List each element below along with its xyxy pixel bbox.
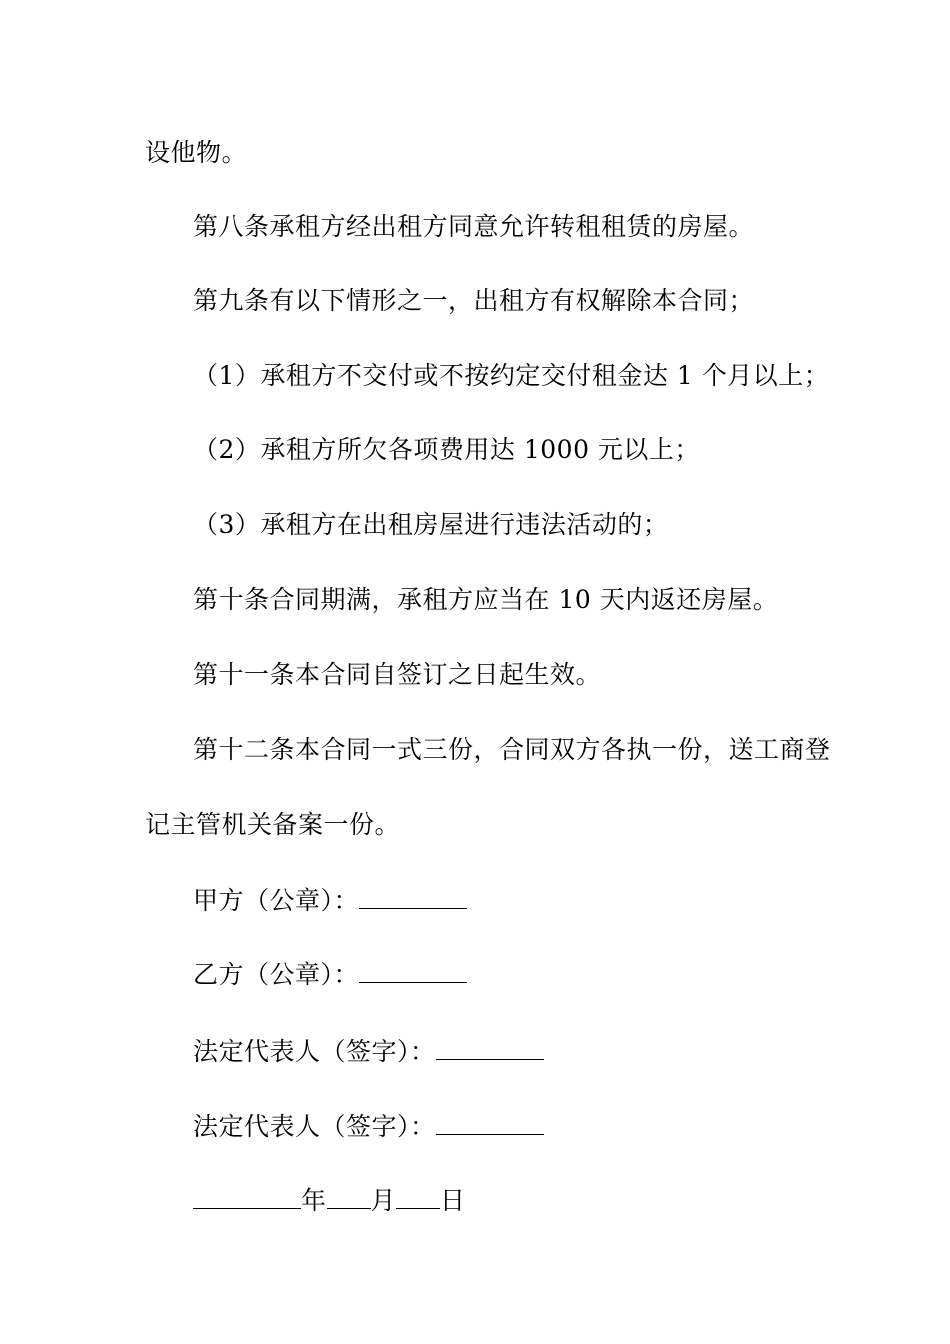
text-line: 设他物。: [145, 138, 248, 167]
clause-10: 第十条合同期满，承租方应当在 10 天内返还房屋。: [193, 585, 779, 614]
date-line: [193, 1184, 466, 1217]
party-a-signature: [193, 884, 467, 917]
month-label: 月: [370, 1186, 397, 1215]
rep-b-signature: [193, 1110, 544, 1143]
clause-9-item-3: （3）承租方在出租房屋进行违法活动的；: [193, 510, 669, 539]
day-blank[interactable]: [396, 1184, 440, 1209]
clause-8: 第八条承租方经出租方同意允许转租租赁的房屋。: [193, 212, 755, 241]
party-a-seal-blank[interactable]: [359, 884, 467, 909]
party-b-seal-blank[interactable]: [359, 958, 467, 983]
rep-b-sign-blank[interactable]: [436, 1110, 544, 1135]
year-label: 年: [301, 1186, 327, 1215]
clause-12: 第十二条本合同一式三份，合同双方各执一份，送工商登: [193, 735, 831, 764]
month-blank[interactable]: [327, 1184, 371, 1209]
party-a-label: 甲方（公章）：: [193, 886, 360, 915]
rep-a-label: 法定代表人（签字）：: [193, 1037, 436, 1066]
clause-9-item-1: （1）承租方不交付或不按约定交付租金达 1 个月以上；: [193, 361, 830, 390]
year-blank[interactable]: [193, 1184, 301, 1209]
clause-11: 第十一条本合同自签订之日起生效。: [193, 660, 602, 689]
party-b-label: 乙方（公章）：: [193, 960, 360, 989]
clause-9: 第九条有以下情形之一，出租方有权解除本合同；: [193, 286, 755, 315]
rep-a-signature: [193, 1035, 544, 1068]
clause-12-continued: 记主管机关备案一份。: [145, 810, 401, 839]
rep-b-label: 法定代表人（签字）：: [193, 1112, 436, 1141]
party-b-signature: [193, 958, 467, 991]
clause-9-item-2: （2）承租方所欠各项费用达 1000 元以上；: [193, 435, 700, 464]
rep-a-sign-blank[interactable]: [436, 1035, 544, 1060]
day-label: 日: [440, 1186, 466, 1215]
